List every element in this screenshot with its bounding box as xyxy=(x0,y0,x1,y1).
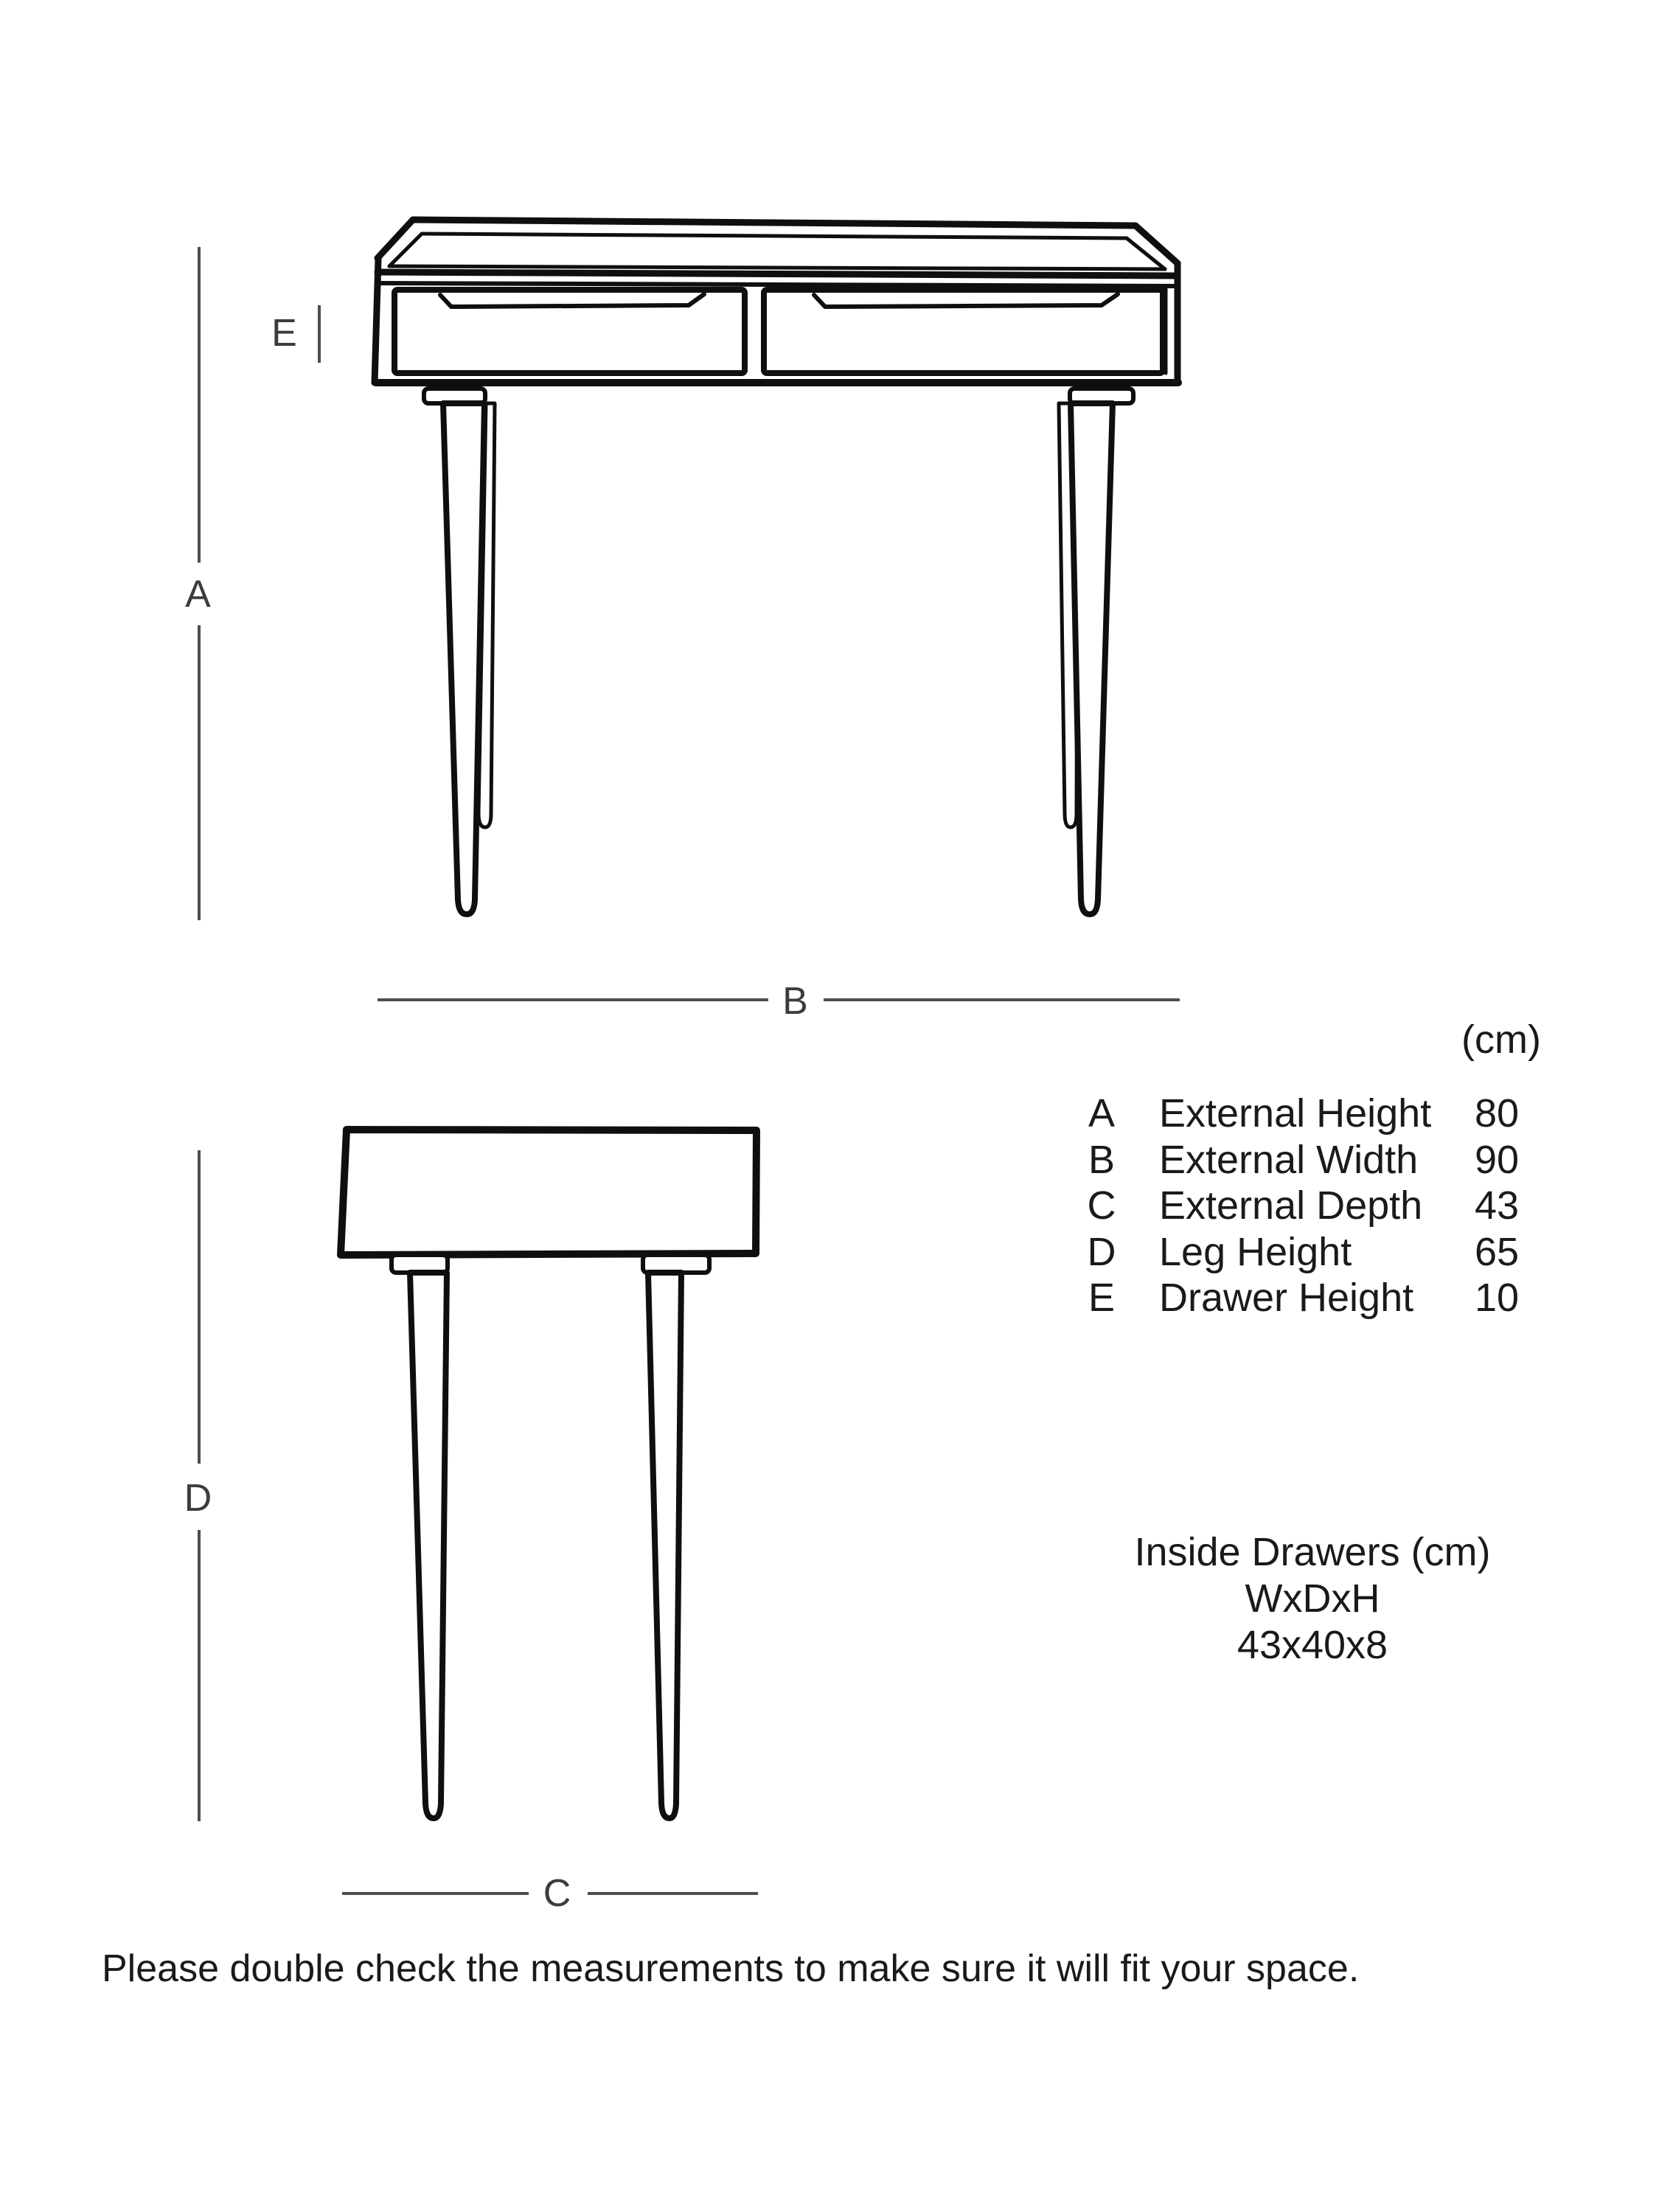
measurement-disclaimer: Please double check the measurements to make sure it will fit your space. xyxy=(102,1947,1360,1990)
table-row xyxy=(1073,1229,1551,1276)
tray-back-inner-edge xyxy=(422,234,1127,238)
dim-label-e: E xyxy=(271,312,298,355)
row-value: 65 xyxy=(1475,1229,1520,1274)
units-header: (cm) xyxy=(1461,1018,1541,1062)
dimension-lines xyxy=(199,247,1180,1893)
row-letter: B xyxy=(1088,1137,1116,1182)
row-letter: A xyxy=(1088,1091,1116,1136)
tray-front-rim-bottom-edge xyxy=(379,283,1176,286)
side-carcass-box xyxy=(341,1130,757,1255)
dim-label-d: D xyxy=(184,1477,213,1520)
row-label: External Height xyxy=(1159,1091,1432,1136)
row-letter: D xyxy=(1087,1229,1116,1274)
dim-label-b: B xyxy=(782,980,809,1023)
row-letter: C xyxy=(1087,1183,1116,1228)
table-row xyxy=(1073,1275,1551,1321)
dim-label-a: A xyxy=(185,573,212,616)
inside-drawers-format: WxDxH xyxy=(1245,1576,1380,1621)
inside-drawers-block xyxy=(1036,1529,1589,1669)
side-view-drawing xyxy=(341,1130,757,1818)
row-letter: E xyxy=(1088,1276,1116,1321)
front-view-drawing xyxy=(375,220,1178,914)
row-label: Leg Height xyxy=(1159,1229,1352,1274)
row-value: 10 xyxy=(1475,1276,1520,1321)
table-row xyxy=(1073,1137,1551,1183)
side-rear-leg xyxy=(648,1273,681,1818)
row-value: 43 xyxy=(1475,1183,1520,1228)
side-front-leg xyxy=(410,1273,447,1818)
row-label: External Depth xyxy=(1159,1183,1423,1228)
row-value: 80 xyxy=(1475,1091,1520,1136)
table-row xyxy=(1073,1183,1551,1229)
dim-label-c: C xyxy=(543,1872,572,1915)
front-right-leg xyxy=(1071,403,1113,914)
inside-drawers-title: Inside Drawers (cm) xyxy=(1134,1530,1491,1574)
tray-floor-front-edge xyxy=(389,266,1165,269)
row-label: Drawer Height xyxy=(1159,1276,1414,1321)
inside-drawers-value: 43x40x8 xyxy=(1237,1623,1388,1667)
tray-back-top-edge xyxy=(413,220,1135,226)
tray-right-outer-slant xyxy=(1135,226,1178,263)
tray-left-outer-slant xyxy=(378,220,413,258)
row-label: External Width xyxy=(1159,1137,1419,1182)
tray-front-rim-top-edge xyxy=(378,272,1178,276)
table-row xyxy=(1073,1091,1551,1137)
carcass-left-edge xyxy=(375,260,378,383)
front-left-leg xyxy=(443,403,484,914)
dimensions-table xyxy=(1073,1091,1551,1321)
row-value: 90 xyxy=(1475,1137,1520,1182)
